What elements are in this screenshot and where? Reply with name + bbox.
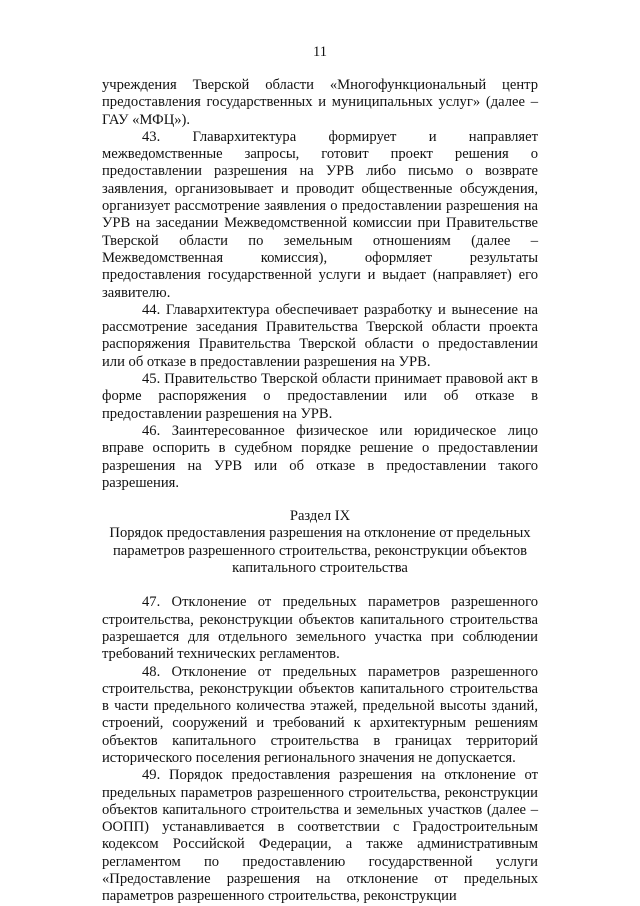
- paragraph-43: 43. Главархитектура формирует и направляет межведомственные запросы, готовит проект решения о предоставлении разрешения на УРВ либо письмо о возврате заявления, организовывает и проводит общественные обсуждения, организует рассмотрение заявления о предоставлении разрешения на УРВ на заседании Межведомственной комиссии при Правительстве Тверской области по земельным отношениям (далее – Межведомственная комиссия), оформляет результаты предоставления государственной услуги и выдает (направляет) его заявителю.: [102, 128, 538, 301]
- paragraph-49: 49. Порядок предоставления разрешения на отклонение от предельных параметров разрешенного строительства, реконструкции объектов капитального строительства и земельных участков (далее – ООПП) устанавливается в соответствии с Градостроительным кодексом Российской Федерации, а также административным регламентом по предоставлению государственной услуги «Предоставление разрешения на отклонение от предельных параметров разрешенного строительства, реконструкции: [102, 767, 538, 905]
- paragraph-46: 46. Заинтересованное физическое или юридическое лицо вправе оспорить в судебном порядке решение о предоставлении разрешения на УРВ или об отказе в предоставлении такого разрешения.: [102, 422, 538, 491]
- section-header: [102, 508, 538, 577]
- paragraph-48: 48. Отклонение от предельных параметров разрешенного строительства, реконструкции объектов капитального строительства в части предельного количества этажей, предельной высоты зданий, строений, сооружений и требований к архитектурным решениям объектов капитального строительства в границах территорий исторического поселения регионального значения не допускается.: [102, 663, 538, 766]
- paragraph-47: 47. Отклонение от предельных параметров разрешенного строительства, реконструкции объектов капитального строительства разрешается для отдельного земельного участка при соблюдении требований технических регламентов.: [102, 594, 538, 663]
- section-heading: Порядок предоставления разрешения на отклонение от предельных параметров разрешенного строительства, реконструкции объектов капитального строительства: [109, 525, 531, 577]
- section-title: Раздел IX: [289, 508, 351, 525]
- section-spacer: [102, 577, 538, 594]
- document-body: [102, 77, 538, 906]
- paragraph-45: 45. Правительство Тверской области принимает правовой акт в форме распоряжения о предоставлении или об отказе в предоставлении разрешения на УРВ.: [102, 371, 538, 422]
- paragraph-continuation: учреждения Тверской области «Многофункциональный центр предоставления государственных и муниципальных услуг» (далее – ГАУ «МФЦ»).: [102, 77, 538, 128]
- page-number: 11: [313, 44, 327, 60]
- paragraph-44: 44. Главархитектура обеспечивает разработку и вынесение на рассмотрение заседания Правительства Тверской области проекта распоряжения Правительства Тверской области о предоставлении или об отказе в предоставлении разрешения на УРВ.: [102, 301, 538, 370]
